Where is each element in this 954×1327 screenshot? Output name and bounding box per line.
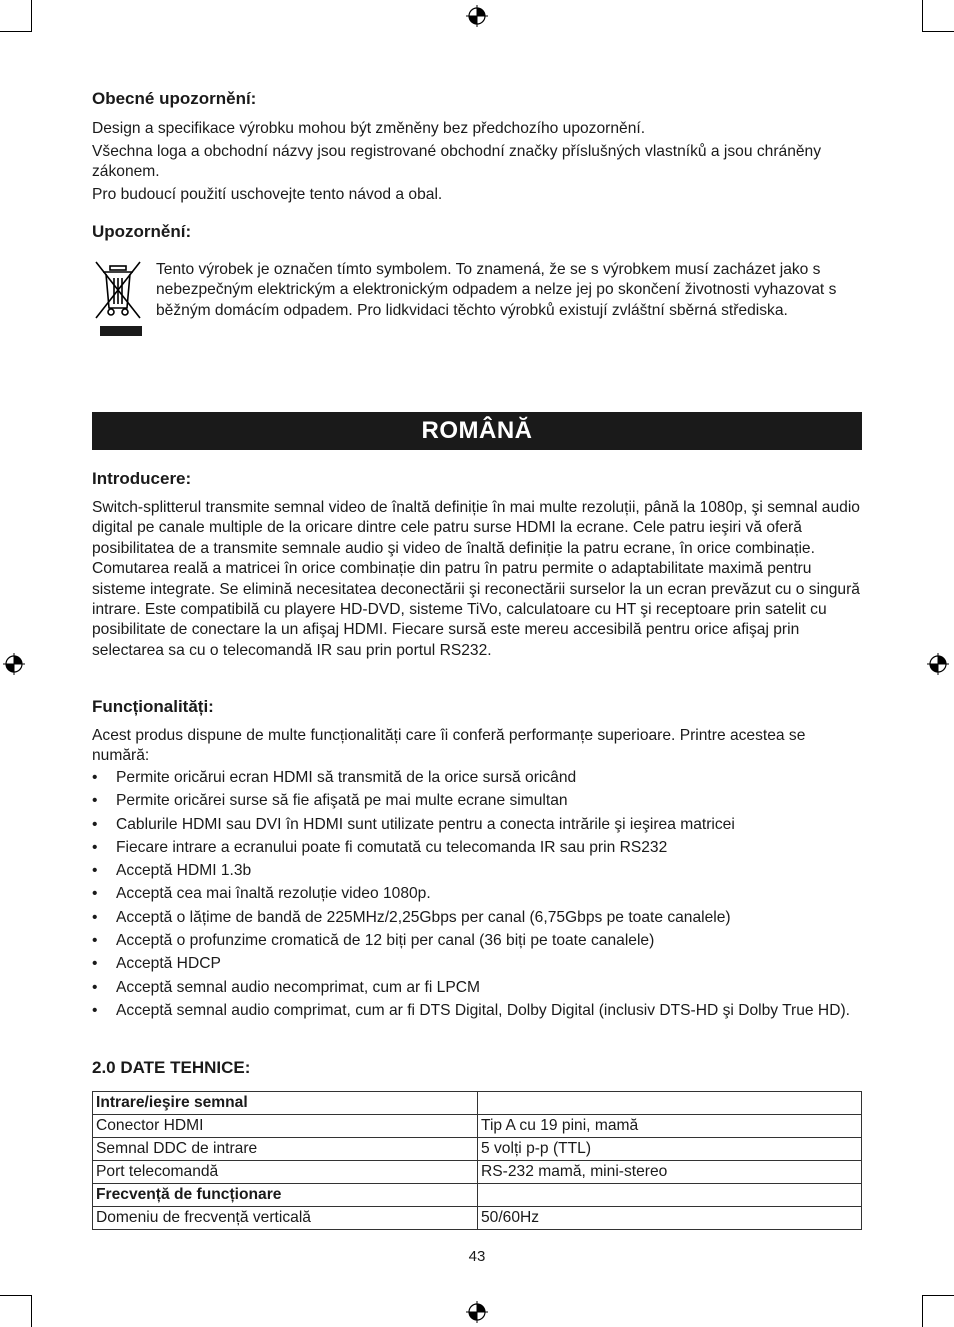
bullet: • — [92, 955, 98, 973]
list-item-text: Acceptă o lățime de bandă de 225MHz/2,25Gbps per canal (6,75Gbps pe toate canalele) — [116, 908, 731, 926]
list-item — [92, 791, 862, 811]
bullet: • — [92, 978, 98, 996]
bullet: • — [92, 769, 98, 786]
bullet: • — [92, 838, 98, 856]
list-item-text: Acceptă HDMI 1.3b — [116, 862, 252, 880]
general-notice-line: Design a specifikace výrobku mohou být změněny bez předchozího upozornění. — [92, 120, 646, 137]
crop-mark — [922, 1295, 923, 1327]
registration-mark-icon — [466, 1301, 488, 1323]
crop-mark — [0, 31, 32, 32]
list-item-text: Cablurile HDMI sau DVI în HDMI sunt utilizate pentru a conecta intrările şi ieşirea matricei — [116, 815, 735, 833]
table-cell: Domeniu de frecvență verticală — [93, 1207, 478, 1230]
list-item — [92, 838, 862, 858]
crop-mark — [31, 0, 32, 32]
bullet: • — [92, 792, 98, 810]
list-item — [92, 884, 862, 904]
list-item-text: Permite oricărui ecran HDMI să transmită de la orice sursă oricând — [116, 769, 577, 786]
list-item-text: Acceptă semnal audio necomprimat, cum ar fi LPCM — [116, 978, 481, 996]
general-notice-line: Pro budoucí použití uschovejte tento návod a obal. — [92, 186, 443, 203]
table-cell: 50/60Hz — [478, 1207, 862, 1230]
bullet: • — [92, 932, 98, 950]
list-item — [92, 815, 862, 835]
table-cell: Semnal DDC de intrare — [93, 1138, 478, 1161]
features-intro: Acest produs dispune de multe funcționalități care îi conferă performanțe superioare. Printre acestea se numără: — [92, 727, 806, 765]
table-row — [93, 1092, 862, 1115]
registration-mark-icon — [466, 5, 488, 27]
warning-heading: Upozornění: — [92, 222, 192, 241]
language-banner: ROMÂNĂ — [92, 412, 862, 450]
features-heading: Funcționalități: — [92, 697, 214, 716]
bullet: • — [92, 815, 98, 833]
spec-table — [92, 1091, 862, 1230]
list-item — [92, 1001, 862, 1021]
table-cell — [478, 1184, 862, 1207]
table-cell: 5 volți p-p (TTL) — [478, 1138, 862, 1161]
general-notice-line: Všechna loga a obchodní názvy jsou registrované obchodní značky příslušných vlastníků a jsou chráněny zákonem. — [92, 143, 822, 181]
crop-mark — [922, 0, 923, 32]
list-item-text: Permite oricărei surse să fie afişată pe mai multe ecrane simultan — [116, 792, 568, 810]
list-item — [92, 931, 862, 951]
list-item-text: Acceptă HDCP — [116, 955, 221, 973]
table-cell: Intrare/ieşire semnal — [93, 1092, 478, 1115]
list-item-text: Acceptă cea mai înaltă rezoluție video 1080p. — [116, 885, 431, 903]
registration-mark-icon — [927, 653, 949, 675]
list-item — [92, 954, 862, 974]
table-row — [93, 1207, 862, 1230]
table-row — [93, 1115, 862, 1138]
crop-mark — [0, 1295, 32, 1296]
table-cell — [478, 1092, 862, 1115]
bullet: • — [92, 908, 98, 926]
table-cell: Frecvență de funcționare — [93, 1184, 478, 1207]
crop-mark — [922, 1295, 954, 1296]
list-item — [92, 768, 862, 788]
bullet: • — [92, 1001, 98, 1019]
intro-heading: Introducere: — [92, 469, 192, 488]
table-cell: Conector HDMI — [93, 1115, 478, 1138]
table-row — [93, 1138, 862, 1161]
table-cell: RS-232 mamă, mini-stereo — [478, 1161, 862, 1184]
weee-warning-text: Tento výrobek je označen tímto symbolem. To znamená, že se s výrobkem musí zacházet jako s nebezpečným elektrickým a elektronickým odpadem a nelze jej po skončení životnosti vyhazovat s běžným domácím odpadem. Pro lidkvidaci těchto výrobků existují zvláštní sběrná střediska. — [156, 261, 837, 319]
spec-heading: 2.0 DATE TEHNICE: — [92, 1058, 251, 1077]
page-number: 43 — [468, 1248, 486, 1265]
bullet: • — [92, 862, 98, 880]
features-list — [92, 768, 862, 1024]
registration-mark-icon — [3, 653, 25, 675]
crop-mark — [31, 1295, 32, 1327]
general-notice-heading: Obecné upozornění: — [92, 89, 257, 108]
bullet: • — [92, 885, 98, 903]
list-item-text: Acceptă o profunzime cromatică de 12 biți per canal (36 biți pe toate canalele) — [116, 932, 655, 950]
list-item-text: Fiecare intrare a ecranului poate fi comutată cu telecomanda IR sau prin RS232 — [116, 838, 668, 856]
crop-mark — [922, 31, 954, 32]
list-item — [92, 861, 862, 881]
table-cell: Port telecomandă — [93, 1161, 478, 1184]
table-cell: Tip A cu 19 pini, mamă — [478, 1115, 862, 1138]
table-row — [93, 1184, 862, 1207]
list-item — [92, 908, 862, 928]
list-item-text: Acceptă semnal audio comprimat, cum ar fi DTS Digital, Dolby Digital (inclusiv DTS-HD şi Dolby True HD). — [116, 1001, 850, 1019]
table-row — [93, 1161, 862, 1184]
weee-bin-icon — [94, 260, 142, 338]
intro-text: Switch-splitterul transmite semnal video de înaltă definiție în mai multe rezoluții, până la 1080p, şi semnal audio digital pe canale multiple de la oricare dintre cele patru surse HDMI la ecrane. Cele patru ieşiri vă oferă posibilitatea de a transmite semnale audio şi video de înaltă definiție la patru ecrane, în orice combinație. Comutarea reală a matricei în orice combinație din patru în patru permite o adaptabilitate maximă pentru sisteme integrate. Se elimină necesitatea deconectării şi reconectării surselor la un ecran prevăzut cu o singură intrare. Este compatibilă cu playere HD-DVD, sisteme TiVo, calculatoare cu HT şi receptoare prin satelit cu posibilitate de conectare la un afişaj HDMI. Fiecare sursă este mereu accesibilă pentru orice afişaj prin selectarea sa cu o telecomandă IR sau prin portul RS232. — [92, 499, 860, 659]
list-item — [92, 978, 862, 998]
